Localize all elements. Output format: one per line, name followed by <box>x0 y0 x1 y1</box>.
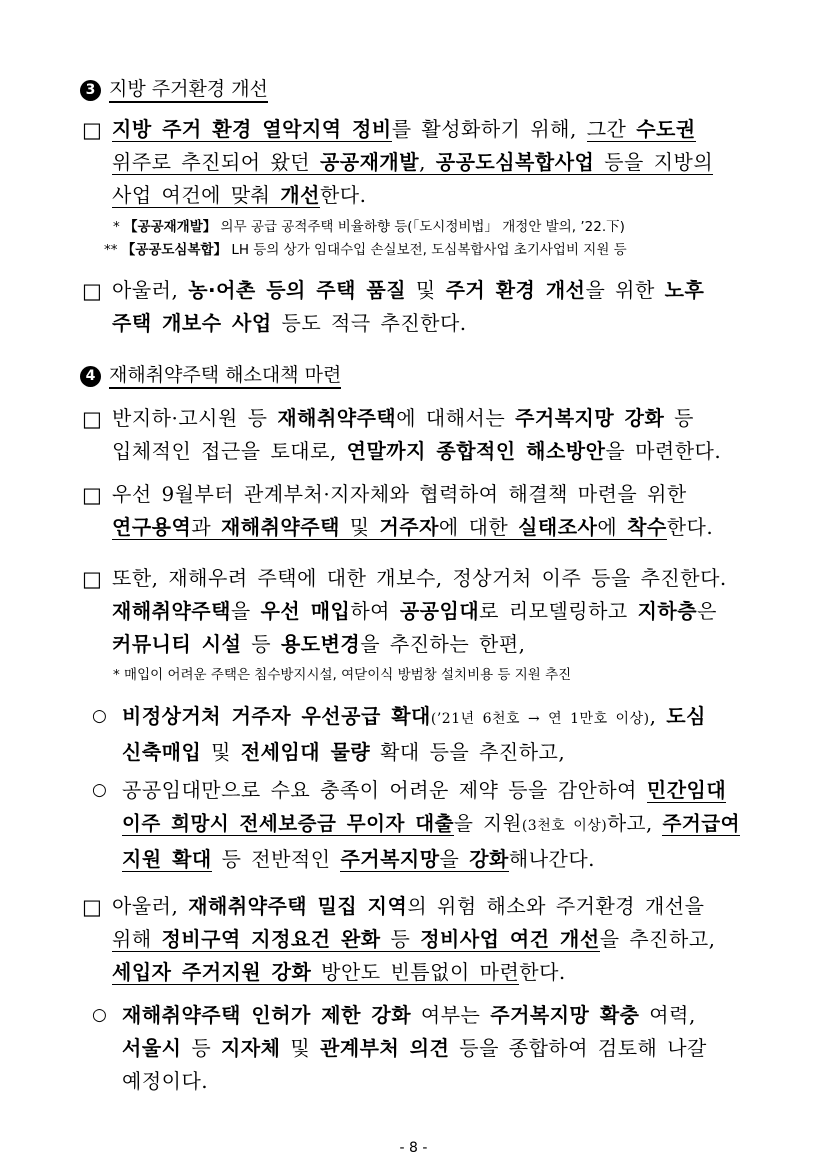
footnote: ** 【공공도심복합】 LH 등의 상가 임대수입 손실보전, 도심복합사업 초기사업비 지원 등 <box>104 242 627 258</box>
section-4-heading <box>80 362 341 388</box>
circle-bullet: ○ <box>92 1005 107 1025</box>
circle-bullet: ○ <box>92 780 107 800</box>
footnote: * 【공공재개발】 의무 공급 공적주택 비율하향 등(「도시정비법」 개정안 발의, ’22.下) <box>113 219 625 235</box>
paragraph <box>82 562 751 661</box>
square-bullet: □ <box>82 407 102 431</box>
text-line: 위해 정비구역 지정요건 완화 등 정비사업 여건 개선을 추진하고, <box>112 927 716 951</box>
square-bullet: □ <box>82 567 102 591</box>
text-line: 커뮤니티 시설 등 용도변경을 추진하는 한편, <box>112 632 526 656</box>
text-line: 예정이다. <box>122 1069 209 1093</box>
square-bullet: □ <box>82 118 102 142</box>
text-line: 우선 9월부터 관계부처·지자체와 협력하여 해결책 마련을 위한 <box>112 482 687 506</box>
text-line: 아울러, 농·어촌 등의 주택 품질 및 주거 환경 개선을 위한 노후 <box>112 278 705 302</box>
text-line: 사업 여건에 맞춰 개선한다. <box>112 183 367 207</box>
paragraph <box>82 113 751 212</box>
paragraph <box>82 478 751 544</box>
sub-item <box>92 774 751 876</box>
text-line: 입체적인 접근을 토대로, 연말까지 종합적인 해소방안을 마련한다. <box>112 439 722 463</box>
text-line: 이주 희망시 전세보증금 무이자 대출을 지원(3천호 이상)하고, 주거급여 <box>122 812 740 835</box>
section-3-heading <box>80 76 268 102</box>
square-bullet: □ <box>82 895 102 919</box>
section-number-badge: 4 <box>80 366 101 387</box>
text-line: 서울시 등 지자체 및 관계부처 의견 등을 종합하여 검토해 나갈 <box>122 1036 707 1060</box>
section-title: 지방 주거환경 개선 <box>109 78 268 103</box>
square-bullet: □ <box>82 279 102 303</box>
text-line: 공공임대만으로 수요 충족이 어려운 제약 등을 감안하여 민간임대 <box>122 778 727 802</box>
paragraph <box>82 890 751 989</box>
circle-bullet: ○ <box>92 706 107 726</box>
page-number: - 8 - <box>399 1140 428 1156</box>
sub-item <box>92 999 751 1098</box>
text-line: 연구용역과 재해취약주택 및 거주자에 대한 실태조사에 착수한다. <box>112 515 714 539</box>
sub-item <box>92 700 751 769</box>
paragraph <box>82 274 751 340</box>
section-title: 재해취약주택 해소대책 마련 <box>109 364 341 389</box>
text-line: 재해취약주택을 우선 매입하여 공공임대로 리모델링하고 지하층은 <box>112 599 717 623</box>
text-line: 또한, 재해우려 주택에 대한 개보수, 정상거처 이주 등을 추진한다. <box>112 566 727 590</box>
text-line: 세입자 주거지원 강화 방안도 빈틈없이 마련한다. <box>112 960 566 984</box>
text-line: 반지하·고시원 등 재해취약주택에 대해서는 주거복지망 강화 등 <box>112 406 694 430</box>
square-bullet: □ <box>82 483 102 507</box>
section-number-badge: 3 <box>80 80 101 101</box>
text-line: 위주로 추진되어 왔던 공공재개발, 공공도심복합사업 등을 지방의 <box>112 150 714 174</box>
text-line: 재해취약주택 인허가 제한 강화 여부는 주거복지망 확충 여력, <box>122 1003 696 1027</box>
text-line: 지원 확대 등 전반적인 주거복지망을 강화해나간다. <box>122 847 596 871</box>
text-line: 주택 개보수 사업 등도 적극 추진한다. <box>112 311 467 335</box>
text-line: 아울러, 재해취약주택 밀집 지역의 위험 해소와 주거환경 개선을 <box>112 894 705 918</box>
text-line: 지방 주거 환경 열악지역 정비를 활성화하기 위해, 그간 수도권 <box>112 117 696 141</box>
text-line: 비정상거처 거주자 우선공급 확대(’21년 6천호 → 연 1만호 이상), 도심 <box>122 704 706 728</box>
footnote: * 매입이 어려운 주택은 침수방지시설, 여닫이식 방범창 설치비용 등 지원 추진 <box>113 667 572 683</box>
paragraph <box>82 402 751 468</box>
text-line: 신축매입 및 전세임대 물량 확대 등을 추진하고, <box>122 740 566 764</box>
